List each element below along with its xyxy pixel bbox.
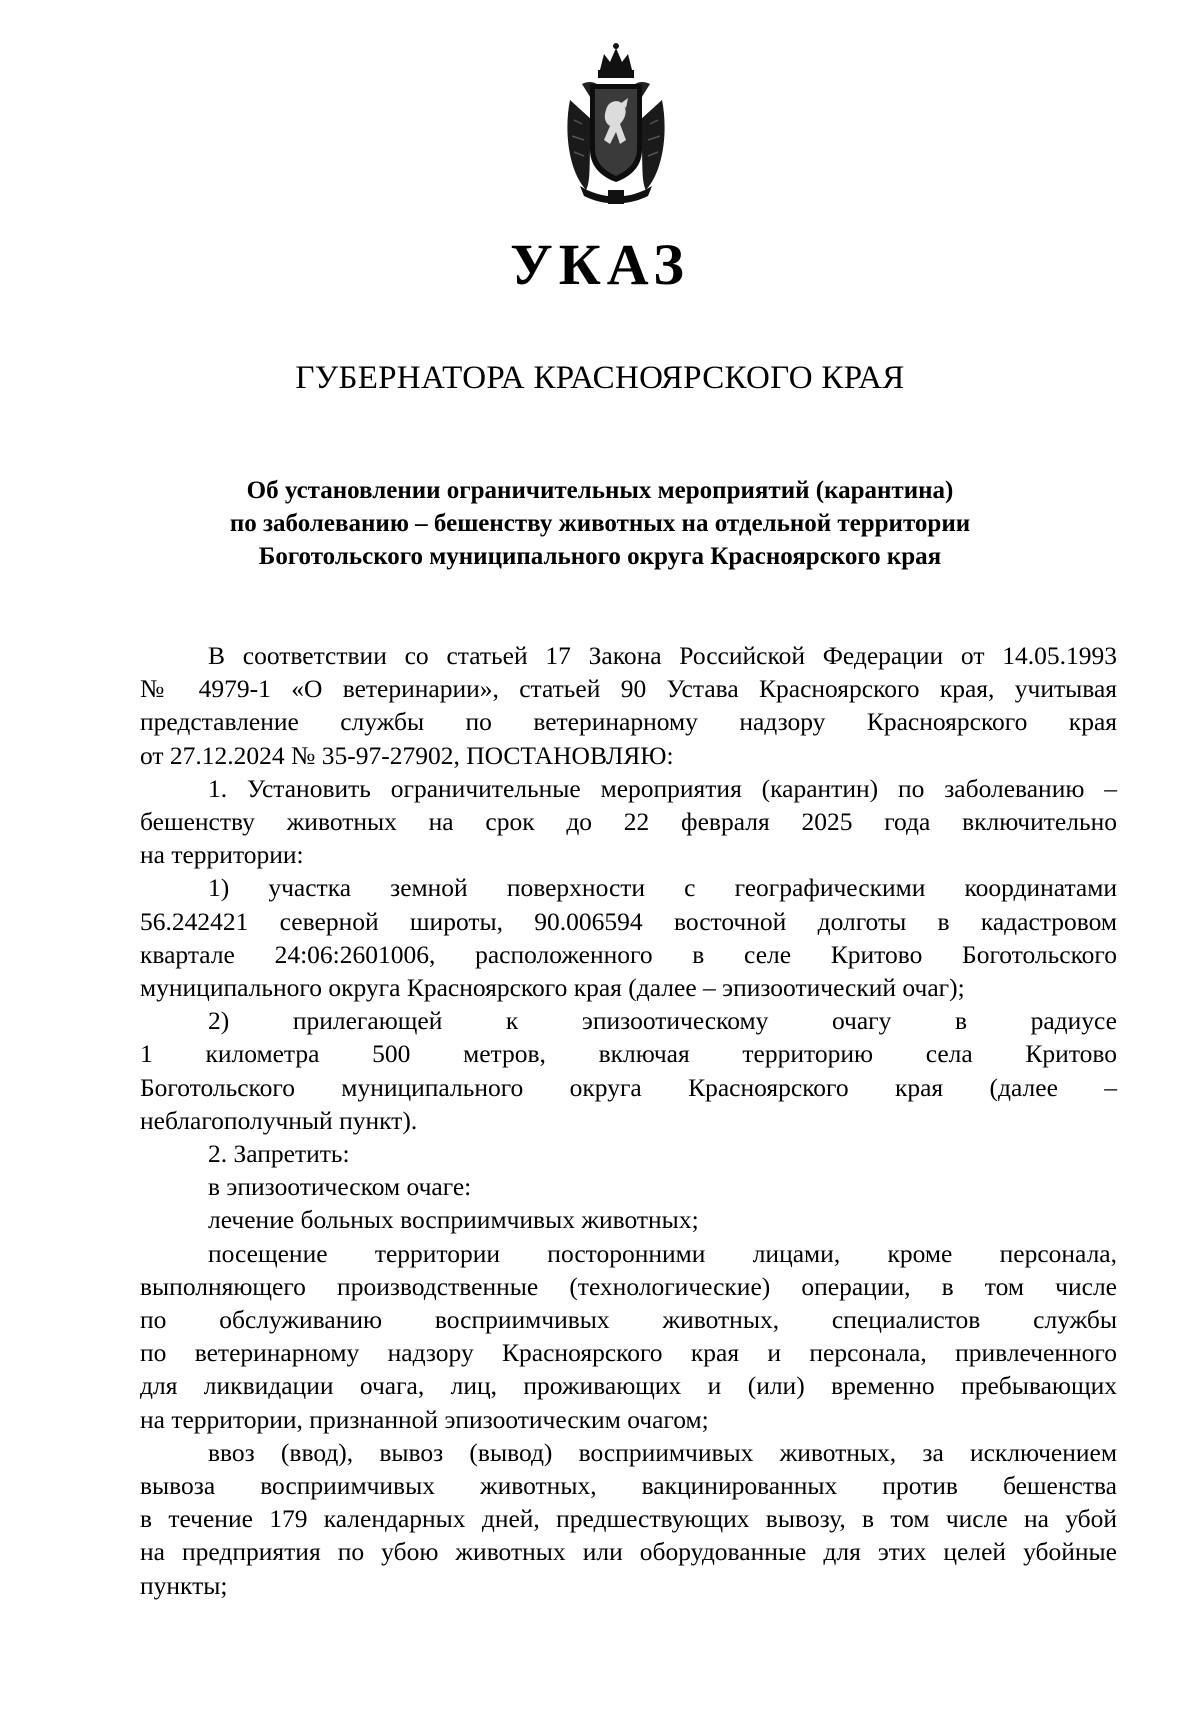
text-line: 2) прилегающей к эпизоотическому очагу в радиусе	[208, 1006, 1117, 1036]
text-line: представление службы по ветеринарному надзору Красноярского края	[140, 707, 1117, 737]
text-line: 56.242421 северной широты, 90.006594 восточной долготы в кадастровом	[140, 906, 1117, 936]
text-line: выполняющего производственные (технологические) операции, в том числе	[140, 1271, 1117, 1301]
decree-title: УКАЗ	[510, 232, 690, 297]
body-paragraph	[140, 639, 1117, 772]
text-line: по ветеринарному надзору Красноярского края и персонала, привлеченного	[140, 1338, 1117, 1368]
text-line: в эпизоотическом очаге:	[208, 1172, 472, 1202]
text-line: в течение 179 календарных дней, предшествующих вывозу, в том числе на убой	[140, 1504, 1117, 1534]
body-paragraph	[140, 1004, 1117, 1137]
issuer-heading: ГУБЕРНАТОРА КРАСНОЯРСКОГО КРАЯ	[295, 360, 905, 396]
text-line: лечение больных восприимчивых животных;	[208, 1205, 699, 1235]
text-line: 1) участка земной поверхности с географическими координатами	[208, 873, 1117, 903]
subject-line: Об установлении ограничительных мероприятий (карантина)	[246, 477, 954, 504]
text-line: 1. Установить ограничительные мероприятия (карантин) по заболеванию –	[208, 773, 1117, 803]
text-line: Боготольского муниципального округа Красноярского края (далее –	[140, 1072, 1117, 1102]
text-line: бешенству животных на срок до 22 февраля 2025 года включительно	[140, 807, 1117, 837]
text-line: В соответствии со статьей 17 Закона Российской Федерации от 14.05.1993	[208, 641, 1117, 670]
body-paragraph	[140, 1436, 1117, 1602]
text-line: вывоза восприимчивых животных, вакцинированных против бешенства	[140, 1471, 1117, 1501]
text-line: муниципального округа Красноярского края (далее – эпизоотический очаг);	[140, 973, 965, 1003]
body-paragraph	[140, 772, 1117, 872]
decree-body	[140, 639, 1117, 1602]
body-paragraph	[140, 1203, 1117, 1236]
text-line: на территории, признанной эпизоотическим очагом;	[140, 1404, 709, 1434]
text-line: квартале 24:06:2601006, расположенного в селе Критово Боготольского	[140, 939, 1117, 969]
text-line: по обслуживанию восприимчивых животных, специалистов службы	[140, 1305, 1117, 1335]
body-paragraph	[140, 871, 1117, 1004]
text-line: для ликвидации очага, лиц, проживающих и (или) временно пребывающих	[140, 1371, 1117, 1401]
body-paragraph	[140, 1137, 1117, 1170]
text-line: от 27.12.2024 № 35-97-27902, ПОСТАНОВЛЯЮ:	[140, 740, 674, 770]
text-line: на территории:	[140, 840, 304, 870]
body-paragraph	[140, 1170, 1117, 1203]
krasnoyarsk-coat-of-arms-emblem	[562, 40, 670, 208]
body-paragraph	[140, 1237, 1117, 1436]
text-line: пункты;	[140, 1570, 228, 1600]
subject-line: Боготольского муниципального округа Красноярского края	[258, 543, 942, 570]
text-line: неблагополучный пункт).	[140, 1105, 418, 1135]
text-line: 1 километра 500 метров, включая территорию села Критово	[140, 1039, 1117, 1069]
decree-subject	[140, 474, 1060, 573]
text-line: 2. Запретить:	[208, 1139, 350, 1169]
subject-line: по заболеванию – бешенству животных на отдельной территории	[229, 510, 971, 537]
text-line: посещение территории посторонними лицами, кроме персонала,	[208, 1238, 1117, 1268]
text-line: № 4979-1 «О ветеринарии», статьей 90 Устава Красноярского края, учитывая	[140, 674, 1117, 704]
text-line: ввоз (ввод), вывоз (вывод) восприимчивых животных, за исключением	[208, 1437, 1117, 1467]
text-line: на предприятия по убою животных или оборудованные для этих целей убойные	[140, 1537, 1117, 1567]
